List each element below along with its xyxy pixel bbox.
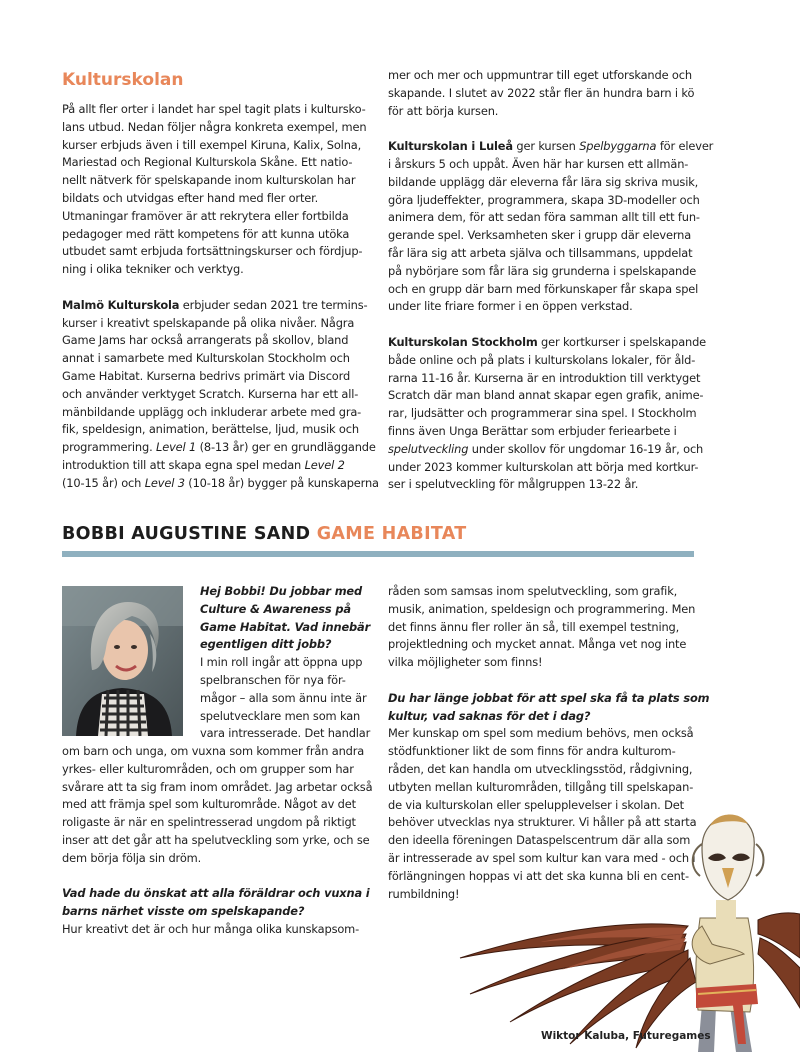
text-line: finns även Unga Berättar som erbjuder feriearbete i (388, 423, 677, 438)
text-line: och använder verktyget Scratch. Kurserna har ett all- (62, 386, 359, 401)
question-line: egentligen ditt jobb? (200, 637, 332, 652)
text-line: gerande spel. Verksamheten sker i grupp där eleverna (388, 228, 692, 243)
text-line: Scratch där man bland annat skapar egen grafik, anime- (388, 388, 704, 403)
text-line: bildande upplägg där eleverna får lära sig skriva musik, (388, 174, 699, 189)
text-italic: spelutveckling (388, 441, 469, 456)
answer-line: musik, animation, speldesign och programmering. Men (388, 601, 696, 616)
question-line: Vad hade du önskat att alla föräldrar och vuxna i (62, 886, 370, 901)
answer-line: med att främja spel som kulturområde. Något av det (62, 797, 356, 812)
answer-line: I min roll ingår att öppna upp (200, 655, 363, 670)
interviewee-name: BOBBI AUGUSTINE SAND (62, 524, 311, 544)
text-line: och en grupp där barn med förkunskaper får skapa spel (388, 281, 699, 296)
answer-line: de via kulturskolan eller spelupplevelser i skolan. Det (388, 797, 684, 812)
kulturskolan-right-column (388, 67, 728, 494)
answer-line: Mer kunskap om spel som medium behövs, men också (388, 726, 694, 741)
text-span: (8-13 år) ger en grundläggande (196, 440, 376, 455)
section-divider (62, 551, 694, 557)
text-line: rarna 11-16 år. Kurserna är en introduktion till verktyget (388, 370, 701, 385)
stockholm-paragraph (388, 334, 728, 494)
text-line: ser i spelutveckling för målgruppen 13-22 år. (388, 477, 639, 492)
bird-character-art (440, 808, 800, 1052)
answer-line: är intresserade av spel som kultur kan vara med - och i (388, 850, 696, 865)
question-line: Game Habitat. Vad innebär (200, 619, 371, 634)
intro-paragraph (62, 101, 382, 279)
text-span: för elever (656, 139, 714, 154)
text-line: i årskurs 5 och uppåt. Även här har kursen ett allmän- (388, 156, 689, 171)
answer-line: vilka möjligheter som finns! (388, 655, 543, 670)
text-line: annat i samarbete med Kulturskolan Stockholm och (62, 351, 350, 366)
text-line: både online och på plats i kulturskolans lokaler, för åld- (388, 352, 696, 367)
text-line: lans utbud. Nedan följer några konkreta exempel, men (62, 119, 367, 134)
text-line: pedagoger med rätt kompetens för att kunna utöka (62, 226, 350, 241)
kulturskolan-left-column (62, 101, 382, 493)
portrait-photo (62, 586, 183, 736)
question-line: kultur, vad saknas för det i dag? (388, 708, 591, 723)
text-span: introduktion till att skapa egna spel medan (62, 457, 305, 472)
text-line: skapande. I slutet av 2022 står fler än hundra barn i kö (388, 85, 695, 100)
text-line: får lära sig att arbeta själva och tillsammans, uppdelat (388, 245, 693, 260)
text-span: ger kortkurser i spelskapande (537, 334, 707, 349)
answer-line: råden som samsas inom spelutveckling, som grafik, (388, 584, 678, 598)
text-line: utbudet samt erbjuda fortsättningskurser och fördjup- (62, 244, 363, 259)
text-line: kurser i kreativt spelskapande på olika nivåer. Några (62, 315, 355, 330)
text-line: under 2023 kommer kulturskolan att börja med kortkur- (388, 459, 699, 474)
answer-line: projektledning och mycket annat. Många vet nog inte (388, 637, 687, 652)
text-line: göra ljudeffekter, programmera, skapa 3D-modeller och (388, 192, 700, 207)
level-2: Level 2 (304, 457, 345, 472)
text-span: erbjuder sedan 2021 tre termins- (179, 297, 368, 312)
answer-line: behöver utvecklas nya strukturer. Vi håller på att starta (388, 815, 697, 830)
answer-line: svårare att ta sig fram inom området. Jag arbetar också (62, 779, 373, 794)
answer-line: stödfunktioner likt de som finns för andra kulturom- (388, 744, 676, 759)
interview-answer-1 (62, 743, 382, 939)
text-line: på nybörjare som får lära sig grunderna i spelskapande (388, 263, 697, 278)
answer-line: om barn och unga, om vuxna som kommer från andra (62, 744, 365, 758)
answer-line: dem börja följa sin dröm. (62, 850, 202, 865)
course-name: Spelbyggarna (579, 139, 657, 154)
text-line (388, 334, 728, 352)
answer-line: inser att det går att ha spelutveckling som yrke, och se (62, 832, 370, 847)
answer-line: mågor – alla som ännu inte är (200, 690, 367, 705)
text-line: under lite friare former i en öppen verkstad. (388, 299, 633, 314)
text-line (62, 297, 382, 315)
text-line: kurser erbjuds även i till exempel Kiruna, Kalix, Solna, (62, 137, 362, 152)
answer-line: yrkes- eller kulturområden, och om grupper som har (62, 761, 354, 776)
text-line (388, 138, 728, 156)
illustration-caption: Wiktor Kaluba, Futuregames (541, 1030, 711, 1042)
answer-line: Hur kreativt det är och hur många olika kunskapsom- (62, 921, 360, 936)
text-line: animera dem, för att sedan föra samman allt till ett fun- (388, 210, 700, 225)
malmo-paragraph (62, 297, 382, 493)
text-line: Mariestad och Regional Kulturskola Skåne. Ett natio- (62, 155, 353, 170)
text-line (62, 475, 382, 493)
portrait-image (62, 586, 183, 736)
answer-line: råden, det kan handla om utvecklingsstöd, rådgivning, (388, 761, 693, 776)
answer-line: vara intresserade. Det handlar (200, 726, 371, 741)
answer-line: utbyten mellan kulturområden, tillgång till spelskapan- (388, 779, 694, 794)
answer-line: rumbildning! (388, 886, 460, 901)
text-line: nellt nätverk för spelskapande inom kulturskolan har (62, 173, 356, 188)
question-line: barns närhet visste om spelskapande? (62, 904, 305, 919)
interview-question-1 (200, 583, 390, 743)
lulea-name: Kulturskolan i Luleå (388, 139, 513, 154)
answer-line: förlängningen hoppas vi att det ska kunna bli en cent- (388, 868, 689, 883)
text-line (62, 439, 382, 457)
text-span: ger kursen (512, 139, 580, 154)
interview-heading (62, 524, 466, 544)
answer-line: den ideella föreningen Dataspelscentrum där alla som (388, 833, 691, 848)
answer-line: spelbranschen för nya för- (200, 672, 346, 687)
text-line: Game Habitat. Kurserna bedrivs primärt via Discord (62, 368, 351, 383)
answer-line: det finns ännu fler roller än så, till exempel testning, (388, 619, 680, 634)
question-line: Culture & Awareness på (200, 601, 351, 616)
malmo-continued (388, 67, 728, 120)
text-line: för att börja kursen. (388, 103, 499, 118)
text-span: under skollov för ungdomar 16-19 år, och (468, 441, 704, 456)
level-3: Level 3 (144, 475, 185, 490)
stockholm-name: Kulturskolan Stockholm (388, 334, 538, 349)
section-heading-kulturskolan: Kulturskolan (62, 70, 184, 90)
bird-character-illustration (440, 808, 800, 1052)
question-line: Du har länge jobbat för att spel ska få ta plats som (388, 690, 710, 705)
text-line: ning i olika tekniker och verktyg. (62, 262, 244, 277)
text-line: Game Jams har också arrangerats på skollov, bland (62, 333, 349, 348)
text-line (62, 457, 382, 475)
answer-line: spelutvecklare men som kan (200, 708, 361, 723)
text-span: programmering. (62, 440, 157, 455)
interviewee-org: GAME HABITAT (316, 524, 467, 544)
question-line: Hej Bobbi! Du jobbar med (200, 584, 362, 598)
text-line: rar, ljudsätter och programmerar sina spel. I Stockholm (388, 406, 697, 421)
text-line (388, 441, 728, 459)
text-line: mer och mer och uppmuntrar till eget utforskande och (388, 68, 692, 82)
text-span: (10-18 år) bygger på kunskaperna (184, 475, 379, 490)
text-line: bildats och utvidgas efter hand med fler orter. (62, 190, 319, 205)
text-line: Utmaningar framöver är att rekrytera eller fortbilda (62, 208, 349, 223)
level-1: Level 1 (156, 440, 197, 455)
text-line: fik, speldesign, animation, berättelse, ljud, musik och (62, 422, 359, 437)
text-line: På allt fler orter i landet har spel tagit plats i kultursko- (62, 102, 366, 116)
answer-line: roligaste är när en spelintresserad ungdom på riktigt (62, 815, 356, 830)
text-line: mänbildande upplägg och inkluderar arbete med gra- (62, 404, 362, 419)
text-span: (10-15 år) och (62, 475, 145, 490)
lulea-paragraph (388, 138, 728, 316)
malmo-name: Malmö Kulturskola (62, 297, 180, 312)
